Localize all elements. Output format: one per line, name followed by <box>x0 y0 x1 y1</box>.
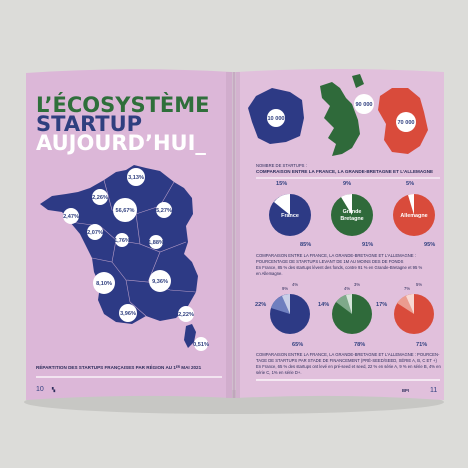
pie-label-uk-1: Grande <box>342 209 362 215</box>
map-value: 5,27% <box>156 208 172 214</box>
map-value: 2,22% <box>178 312 194 318</box>
section1-caption-2: COMPARAISON ENTRE LA FRANCE, LA GRANDE-BRETAGNE ET L’ALLEMAGNE <box>256 169 434 174</box>
section3-caption-1: COMPARAISON ENTRE LA FRANCE, LA GRANDE-BRETAGNE ET L’ALLEMAGNE : POURCEN- <box>256 352 440 357</box>
gutter-shadow <box>226 72 240 398</box>
pie2-pct: 65% <box>292 342 304 348</box>
map-value: 2,47% <box>63 214 79 220</box>
pie2-pct: 5% <box>416 282 423 287</box>
count-germany: 70 000 <box>397 120 415 126</box>
map-caption: RÉPARTITION DES STARTUPS FRANÇAISES PAR RÉGION AU 1ᴱᴿ MAI 2021 <box>36 365 202 370</box>
title-line-2: STARTUP <box>36 112 143 136</box>
pie2-pct: 7% <box>404 286 411 291</box>
section2-caption-2: POURCENTAGE DE STARTUPS LEVANT DE 1M AU MOINS DES DE FONDS <box>256 259 404 264</box>
pie-label-france: France <box>281 213 299 219</box>
title-line-3: AUJOURD’HUI_ <box>36 131 206 155</box>
pie-pct: 5% <box>406 181 415 187</box>
pie-pct: 15% <box>276 181 288 187</box>
pie2-pct: 17% <box>376 302 388 308</box>
map-value: 9,36% <box>152 279 168 285</box>
section1-caption-1: NOMBRE DE STARTUPS : <box>256 163 307 168</box>
count-france: 10 000 <box>267 116 285 122</box>
logo-mark: ▚ <box>52 387 56 392</box>
pie2-pct: 71% <box>416 342 428 348</box>
section3-caption-2: TAGE DE STARTUPS PAR STADE DE FINANCEMENT (PRÉ-SEED/SEED, SÉRIE A, B, C ET +) <box>256 358 437 363</box>
pie-pct: 9% <box>343 181 352 187</box>
title-line-1: L’ÉCOSYSTÈME <box>36 93 210 117</box>
pie2-pct: 78% <box>354 342 366 348</box>
count-uk: 90 000 <box>355 102 373 108</box>
page-number-left: 10 <box>36 386 44 393</box>
brand-mark: BPI <box>402 388 409 393</box>
pie2-pct: 3% <box>354 282 361 287</box>
map-value: 1,88% <box>148 240 164 246</box>
map-value: 3,96% <box>120 311 136 317</box>
pie2-pct: 4% <box>344 286 351 291</box>
map-value: 1,76% <box>114 238 130 244</box>
pie-pct: 85% <box>300 242 312 248</box>
section2-text-2: en Allemagne. <box>256 271 283 276</box>
map-value: 3,13% <box>128 175 144 181</box>
section2-caption-1: COMPARAISON ENTRE LA FRANCE, LA GRANDE-BRETAGNE ET L’ALLEMAGNE : <box>256 253 416 258</box>
pie-label-germany: Allemagne <box>400 213 428 219</box>
map-value: 0,51% <box>193 342 209 348</box>
map-value: 2,07% <box>87 230 103 236</box>
pie2-pct: 14% <box>318 302 330 308</box>
map-value: 56,67% <box>115 208 135 214</box>
pie2-pct: 9% <box>282 286 289 291</box>
section3-text-1: En France, 65 % des startups ont levé en pré-seed et seed, 22 % en série A, 9 % en série B, 4% en <box>256 364 441 369</box>
pie-label-uk-2: Bretagne <box>340 216 364 222</box>
pie2-pct: 22% <box>255 302 267 308</box>
section3-text-2: série C, 1% en série D+. <box>256 370 302 375</box>
pie-pct: 95% <box>424 242 436 248</box>
page-number-right: 11 <box>430 387 438 394</box>
map-value: 2,26% <box>92 195 108 201</box>
pie2-pct: 4% <box>292 282 299 287</box>
pie-pct: 91% <box>362 242 374 248</box>
map-value: 8,10% <box>96 281 112 287</box>
section2-text-1: En France, 85 % des startups lèvent des fonds, contre 91 % en Grande-Bretagne et 95 % <box>256 265 423 270</box>
